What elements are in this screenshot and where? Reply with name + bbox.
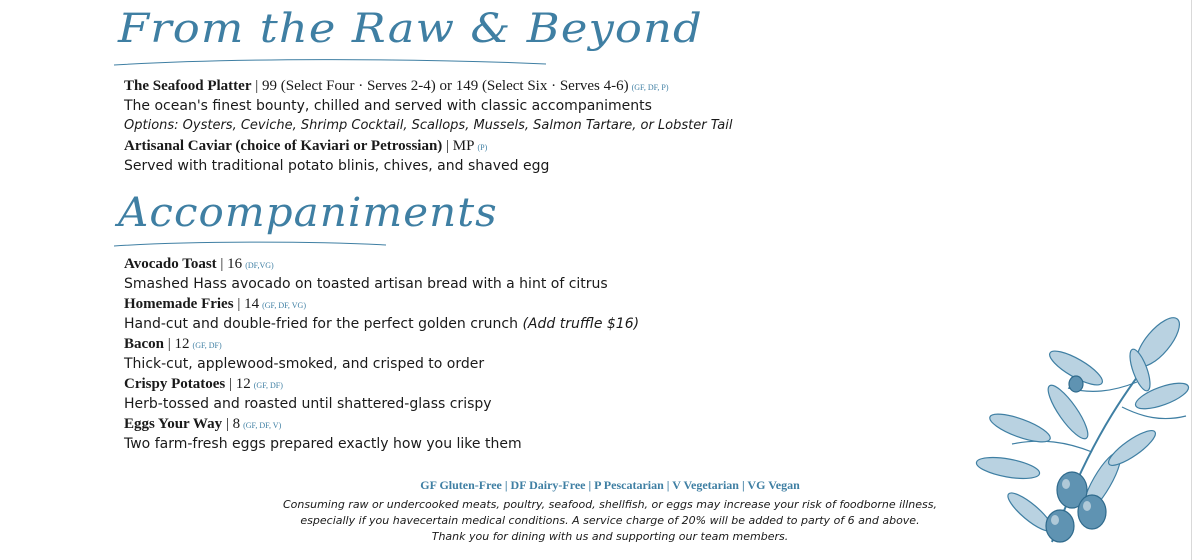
dietary-legend: GF Gluten-Free | DF Dairy-Free | P Pescatarian | V Vegetarian | VG Vegan: [420, 478, 800, 492]
item-options: Options: Oysters, Ceviche, Shrimp Cocktail, Scallops, Mussels, Salmon Tartare, or Lobster Tail: [124, 118, 733, 133]
menu-item-heading: [124, 334, 639, 354]
dietary-tags: (GF, DF): [192, 341, 222, 350]
item-name: Homemade Fries: [124, 296, 234, 312]
item-price: | 12: [164, 336, 190, 352]
dietary-tags: (P): [477, 143, 488, 152]
menu-item-heading: [124, 254, 639, 274]
item-description: [124, 314, 639, 334]
item-price: | 12: [225, 376, 251, 392]
item-name: Avocado Toast: [124, 256, 217, 272]
item-name: Artisanal Caviar (choice of Kaviari or Petrossian): [124, 138, 443, 154]
item-description: Thick-cut, applewood-smoked, and crisped to order: [124, 356, 485, 372]
disclaimer-line: Thank you for dining with us and supporting our team members.: [431, 530, 789, 543]
menu-item-heading: [124, 76, 732, 96]
dietary-tags: (DF,VG): [245, 261, 274, 270]
item-name: The Seafood Platter: [124, 78, 252, 94]
dietary-tags: (GF, DF, V): [243, 421, 282, 430]
item-name: Eggs Your Way: [124, 416, 223, 432]
title-swash-decoration: [110, 56, 550, 70]
item-name: Crispy Potatoes: [124, 376, 226, 392]
item-addon-note: (Add truffle $16): [522, 316, 640, 332]
olive-branch-icon: [972, 312, 1194, 548]
item-description: Two farm-fresh eggs prepared exactly how you like them: [124, 436, 522, 452]
item-price: | 8: [222, 416, 241, 432]
raw-section-list: [124, 76, 732, 176]
menu-item-heading: [124, 374, 639, 394]
item-name: Bacon: [124, 336, 165, 352]
item-price: | 14: [233, 296, 260, 312]
dietary-tags: (GF, DF, P): [631, 83, 669, 92]
item-price: | MP: [442, 138, 475, 154]
dietary-tags: (GF, DF): [253, 381, 283, 390]
item-price: | 99 (Select Four · Serves 2-4) or 149 (Select Six · Serves 4-6): [251, 78, 629, 94]
item-description-text: Hand-cut and double-fried for the perfect golden crunch: [124, 316, 523, 332]
title-swash-decoration: [110, 238, 390, 252]
item-description: The ocean's finest bounty, chilled and served with classic accompaniments: [124, 98, 652, 114]
dietary-tags: (GF, DF, VG): [262, 301, 306, 310]
section-title-accompaniments: Accompaniments: [118, 190, 498, 236]
disclaimer-line: Consuming raw or undercooked meats, poultry, seafood, shellfish, or eggs may increase your risk of foodborne illness,: [282, 498, 937, 511]
menu-item-heading: [124, 414, 639, 434]
section-title-raw: From the Raw & Beyond: [118, 6, 703, 52]
item-description: Smashed Hass avocado on toasted artisan bread with a hint of citrus: [124, 276, 608, 292]
item-description: Herb-tossed and roasted until shattered-glass crispy: [124, 396, 492, 412]
item-description: Served with traditional potato blinis, chives, and shaved egg: [124, 158, 550, 174]
menu-item-heading: [124, 136, 732, 156]
disclaimer-line: especially if you havecertain medical conditions. A service charge of 20% will be added to party of 6 and above.: [300, 514, 920, 527]
menu-item-heading: [124, 294, 639, 314]
accompaniments-list: [124, 254, 639, 454]
item-price: | 16: [216, 256, 243, 272]
